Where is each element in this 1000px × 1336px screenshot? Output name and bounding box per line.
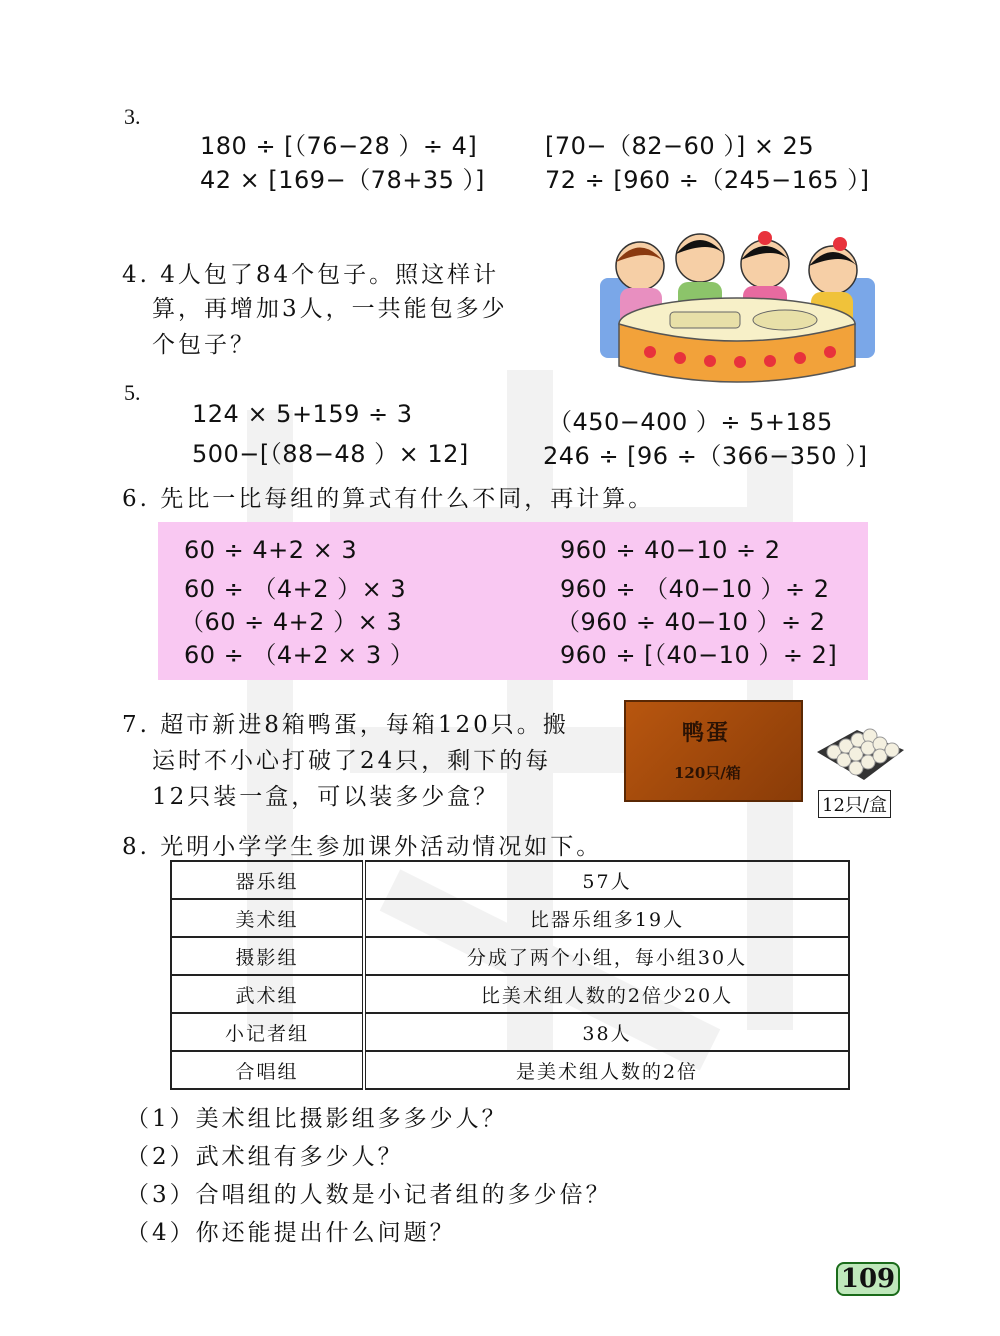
q8-subquestion-1: （1）美术组比摄影组多多少人？ xyxy=(126,1106,508,1132)
q8-subquestion-3: （3）合唱组的人数是小记者组的多少倍？ xyxy=(126,1182,612,1208)
group-info-cell: 分成了两个小组，每小组30人 xyxy=(364,937,849,975)
q7-line-3: 12只装一盒，可以装多少盒？ xyxy=(152,784,500,810)
group-name-cell: 小记者组 xyxy=(171,1013,364,1051)
group-name-cell: 摄影组 xyxy=(171,937,364,975)
table-row xyxy=(171,975,849,1013)
group-info-cell: 比美术组人数的2倍少20人 xyxy=(364,975,849,1013)
q5-right-expr-1: （450−400 ）÷ 5+185 xyxy=(548,408,833,436)
plate-buns xyxy=(753,310,817,330)
egg-crate xyxy=(624,700,803,802)
group-info-cell: 57人 xyxy=(364,861,849,899)
egg-crate-sublabel: 120只/箱 xyxy=(674,764,741,782)
group-info-cell: 是美术组人数的2倍 xyxy=(364,1051,849,1089)
q6-left-expr-1: 60 ÷ 4+2 × 3 xyxy=(184,536,358,564)
group-name-cell: 合唱组 xyxy=(171,1051,364,1089)
table-row xyxy=(171,1013,849,1051)
q3-right-expr-1: [70−（82−60 ）] × 25 xyxy=(545,132,815,160)
q6-title: 6. 先比一比每组的算式有什么不同，再计算。 xyxy=(122,486,655,512)
q7-line-2: 运时不小心打破了24只，剩下的每 xyxy=(152,748,552,774)
q3-left-expr-2: 42 × [169−（78+35 ）] xyxy=(200,166,485,194)
q3-left-expr-1: 180 ÷ [（76−28 ）÷ 4] xyxy=(200,132,478,160)
children-table-illustration xyxy=(595,228,880,388)
q5-left-expr-2: 500−[（88−48 ）× 12] xyxy=(192,440,469,468)
group-name-cell: 武术组 xyxy=(171,975,364,1013)
hair-bow xyxy=(833,237,847,251)
q6-left-expr-3: （60 ÷ 4+2 ）× 3 xyxy=(180,608,403,636)
group-info-cell: 比器乐组多19人 xyxy=(364,899,849,937)
q3-right-expr-2: 72 ÷ [960 ÷（245−165 ）] xyxy=(545,166,870,194)
page-number: 109 xyxy=(836,1262,900,1296)
q6-left-expr-2: 60 ÷ （4+2 ）× 3 xyxy=(184,575,407,603)
q4-line-3: 个包子？ xyxy=(152,332,256,358)
q6-right-expr-1: 960 ÷ 40−10 ÷ 2 xyxy=(560,536,781,564)
group-name-cell: 美术组 xyxy=(171,899,364,937)
table-row xyxy=(171,861,849,899)
q5-right-expr-2: 246 ÷ [96 ÷（366−350 ）] xyxy=(543,442,868,470)
q6-right-expr-2: 960 ÷ （40−10 ）÷ 2 xyxy=(560,575,830,603)
activity-table xyxy=(170,860,850,1090)
table-row xyxy=(171,899,849,937)
egg-tray-label: 12只/盒 xyxy=(818,790,891,818)
q5-number: 5. xyxy=(124,380,141,405)
q6-left-expr-4: 60 ÷ （4+2 × 3 ） xyxy=(184,641,415,669)
q8-title: 8. 光明小学学生参加课外活动情况如下。 xyxy=(122,834,603,860)
q8-subquestion-4: （4）你还能提出什么问题？ xyxy=(126,1220,456,1246)
q3-number: 3. xyxy=(124,104,141,129)
q4-line-2: 算，再增加3人，一共能包多少 xyxy=(152,296,508,322)
eggs xyxy=(827,729,899,775)
table-row xyxy=(171,937,849,975)
egg-tray-illustration xyxy=(812,722,907,784)
q8-subquestion-2: （2）武术组有多少人？ xyxy=(126,1144,404,1170)
q4-line-1: 4. 4人包了84个包子。照这样计 xyxy=(122,262,500,288)
hair-bow xyxy=(758,231,772,245)
group-name-cell: 器乐组 xyxy=(171,861,364,899)
egg-crate-label: 鸭蛋 xyxy=(682,720,731,746)
plate xyxy=(670,312,740,328)
q6-right-expr-4: 960 ÷ [（40−10 ）÷ 2] xyxy=(560,641,838,669)
q5-left-expr-1: 124 × 5+159 ÷ 3 xyxy=(192,400,413,428)
q7-line-1: 7. 超市新进8箱鸭蛋，每箱120只。搬 xyxy=(122,712,569,738)
group-info-cell: 38人 xyxy=(364,1013,849,1051)
q6-right-expr-3: （960 ÷ 40−10 ）÷ 2 xyxy=(556,608,826,636)
table-row xyxy=(171,1051,849,1089)
